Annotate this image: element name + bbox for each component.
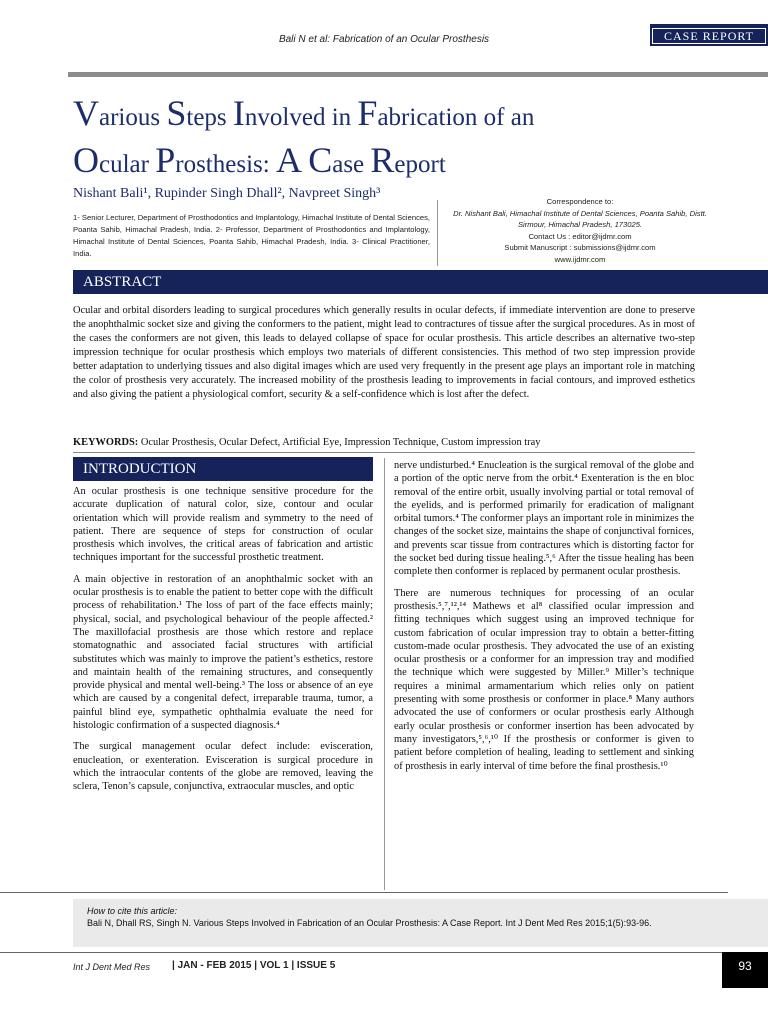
title-initial: P [155, 140, 176, 180]
affiliations: 1- Senior Lecturer, Department of Prosthodontics and Implantology, Himachal Institute of Dental Sciences, Poanta Sahib, Himachal Pradesh, India. 2- Professor, Department of Prosthodontics and Implantology, Himachal Institute of Dental Sciences, Poanta Sahib, Himachal Pradesh, India. 3- Clinical Practitioner, India. [73, 213, 430, 258]
article-title [73, 92, 713, 186]
title-fragment: ase [332, 151, 371, 178]
abstract-text: Ocular and orbital disorders leading to surgical procedures which generally results in ocular defects, if immediate intervention are done to preserve the anophthalmic socket size and giving the conformers to the patient, might lead to contractures of tissue after the surgical procedures. As in most of the cases the conformers are not given, this leads to delayed collapse of space for ocular prosthesis. This article describes an alternative two-step impression technique for ocular prosthesis which employs two materials of different consistencies. This method of two step impression provide better adaptation to underlying tissues and also digital images which are used very frequently in the present age plays an important role in matching the color of prosthesis very accurately. The increased mobility of the prosthesis leading to improvements in facial contours, and improved esthetics and also giving the patient a physiological comfort, security & a self-confidence which is lost after the defect. [73, 305, 695, 400]
paragraph: nerve undisturbed.⁴ Enucleation is the surgical removal of the globe and a portion of the optic nerve from the orbit.⁴ Exenteration is the en bloc removal of the entire orbit, usually involving partial or total removal of the eyelids, and is performed primarily for eradication of malignant orbital tumors.⁴ The conformer plays an important role in minimizes the changes of the socket size, maintains the shape of conjunctival fornices, and prevents scar tissue from contractures which is distorting factor for the socket bed during tissue healing.⁵,⁶ After the tissue healing has been complete then conformer is replaced by permanent ocular prosthesis. [394, 460, 694, 578]
paragraph: An ocular prosthesis is one technique sensitive procedure for the accurate duplication of natural color, size, contour and ocular orientation which will provide realism and symmetry to the need of patient. There are sequence of steps for construction of ocular prosthesis which involves, the critical areas of fabrication and artistic techniques important for the successful prosthetic treatment. [73, 486, 373, 564]
title-initial: I [232, 93, 245, 133]
keywords-list: Ocular Prosthesis, Ocular Defect, Artificial Eye, Impression Technique, Custom impression tray [138, 437, 541, 448]
running-title: Bali N et al: Fabrication of an Ocular Prosthesis [278, 34, 490, 45]
submit-email[interactable]: Submit Manuscript : submissions@ijdmr.com [504, 243, 656, 252]
title-initial: R [370, 140, 395, 180]
keywords [73, 436, 713, 450]
paragraph: The surgical management ocular defect include: evisceration, enucleation, or exenteration. Evisceration is surgical procedure in which the intraocular contents of the globe are removed, leaving the sclera, Tenon’s capsule, conjunctiva, extraocular muscles, and optic [73, 741, 373, 793]
footer-journal: Int J Dent Med Res [73, 962, 151, 972]
title-fragment: abrication of an [377, 104, 535, 131]
paragraph: There are numerous techniques for processing of an ocular prosthesis.⁵,⁷,¹²,¹⁴ Mathews et al⁸ classified ocular impression and fitting techniques which suggest using an improved technique for custom fabrication of ocular impression tray to obtain a better-fitting custom-made ocular prosthesis. They advocated the use of an existing ocular prosthesis or a conformer for an impression tray and modified the technique which were suggested by Miller.⁹ Miller’s technique requires a minimal armamentarium which relies only on patient presenting with some prosthesis or conformer in place.⁸ Many authors advocated the use of conformers or ocular prosthesis early Although early ocular prosthesis or conformer insertion has been advocated by many investigators,⁵,⁶,¹⁰ If the prosthesis or conformer is given to patient before completion of healing, leading to settlement and sinking of prosthesis in early interval of time before the final prosthesis.¹⁰ [394, 587, 694, 772]
title-initial: C [308, 140, 333, 180]
title-fragment: eport [394, 151, 446, 178]
right-column [394, 459, 694, 781]
abstract-heading: ABSTRACT [73, 270, 768, 294]
title-initial: O [73, 140, 99, 180]
page-number: 93 [722, 952, 768, 988]
correspondence-name: Dr. Nishant Bali, Himachal Institute of Dental Sciences, Poanta Sahib, Distt. Sirmour, Himachal Pradesh, 173025. [453, 208, 707, 229]
title-fragment: teps [186, 104, 233, 131]
website-link[interactable]: www.ijdmr.com [554, 254, 606, 264]
case-report-badge [650, 24, 768, 46]
title-initial: A [275, 140, 302, 180]
citation-text: Bali N, Dhall RS, Singh N. Various Steps Involved in Fabrication of an Ocular Prosthesis: A Case Report. Int J Dent Med Res 2015;1(5):93-96. [87, 918, 652, 928]
contact-email[interactable]: Contact Us : editor@ijdmr.com [528, 231, 632, 241]
title-fragment: rosthesis: [175, 151, 276, 178]
citation-box [73, 899, 768, 947]
title-initial: F [357, 93, 378, 133]
title-fragment: arious [99, 104, 167, 131]
header-rule [68, 72, 768, 77]
keywords-rule [73, 452, 695, 453]
paragraph: A main objective in restoration of an anophthalmic socket with an ocular prosthesis is to enable the patient to better cope with the difficult process of rehabilitation.¹ The loss of part of the face effects mainly; physical, social, and psychological behaviour of the people affected.² The maxillofacial prosthesis are those which restore and replace stomatognathic and associated facial structures with artificial substitutes which was mainly to improve the patient’s esthetics, restore and maintain health of the remaining structures, and consequently provide physical and mental well-being.³ The loss or absence of an eye which are caused by a congenital defect, irreparable trauma, tumor, a painful blind eye, sympathetic ophthalmia evaluate the need for histologic confirmation of a suspected diagnosis.⁴ [73, 573, 373, 732]
left-column [73, 485, 373, 802]
content-bottom-rule [0, 892, 728, 893]
badge-label: CASE REPORT [652, 28, 766, 44]
correspondence-label: Correspondence to: [546, 197, 614, 206]
affiliation-divider [437, 200, 438, 266]
introduction-heading: INTRODUCTION [73, 457, 373, 481]
authors: Nishant Bali¹, Rupinder Singh Dhall², Navpreet Singh³ [73, 186, 381, 201]
footer-issue: | JAN - FEB 2015 | VOL 1 | ISSUE 5 [172, 960, 336, 971]
title-fragment: nvolved in [244, 104, 358, 131]
keywords-label: KEYWORDS: [73, 437, 139, 448]
correspondence [445, 196, 715, 265]
title-fragment: cular [99, 151, 156, 178]
footer-rule [0, 952, 728, 953]
title-initial: S [166, 93, 187, 133]
citation-label: How to cite this article: [87, 906, 178, 916]
column-divider [384, 458, 385, 890]
title-initial: V [73, 93, 99, 133]
